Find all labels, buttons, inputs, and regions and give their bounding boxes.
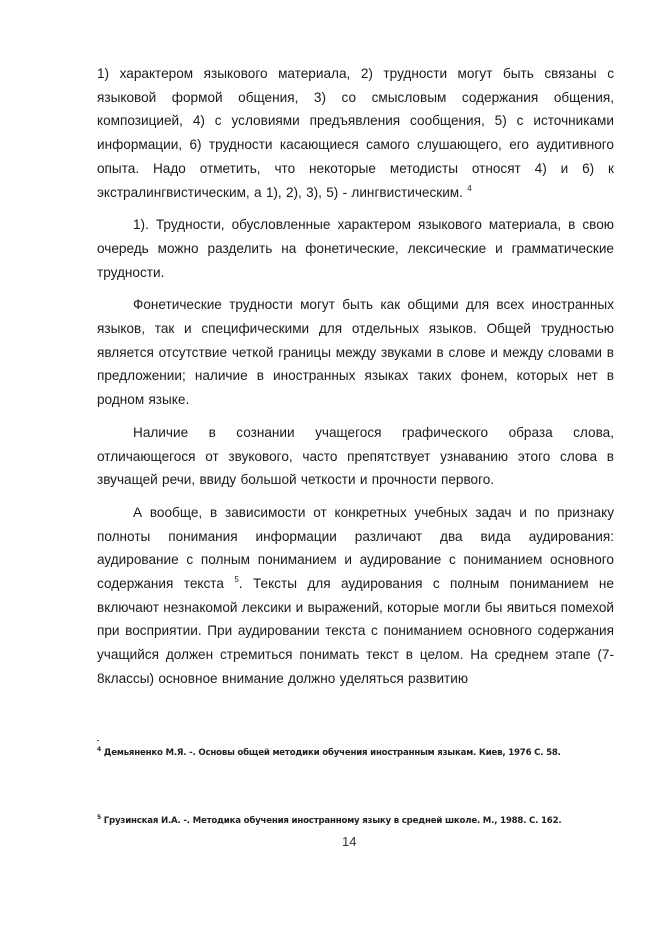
paragraph-1 — [97, 62, 614, 204]
paragraph-2 — [97, 213, 614, 284]
footnote-separator — [97, 740, 99, 741]
document-body — [97, 62, 614, 691]
paragraph-4 — [97, 421, 614, 492]
footnote-5-number: 5 — [97, 814, 101, 821]
paragraph-5-text-after: . Тексты для аудирования с полным пониманием не включают незнакомой лексики и выражений, которые могли бы явиться помехой при восприятии. При аудировании текста с пониманием основного содержания учащийся должен стремиться понимать текст в целом. На среднем этапе (7-8классы) основное внимание должно уделяться развитию — [97, 576, 614, 686]
paragraph-3 — [97, 293, 614, 412]
page-number: 14 — [342, 834, 357, 849]
footnote-4-text: Демьяненко М.Я. -. Основы общей методики обучения иностранным языкам. Киев, 1976 С. 58. — [103, 748, 561, 758]
footnote-5-text: Грузинская И.А. -. Методика обучения иностранному языку в средней школе. М., 1988. С. 162. — [103, 816, 562, 826]
paragraph-2-text: 1). Трудности, обусловленные характером языкового материала, в свою очередь можно разделить на фонетические, лексические и грамматические трудности. — [97, 217, 614, 280]
footnote-ref-5[interactable]: 5 — [234, 575, 239, 585]
footnote-4-number: 4 — [97, 746, 101, 753]
paragraph-4-text: Наличие в сознании учащегося графического образа слова, отличающегося от звукового, часто препятствует узнаванию этого слова в звучащей речи, ввиду большой четкости и прочности первого. — [97, 424, 614, 488]
paragraph-3-text: Фонетические трудности могут быть как общими для всех иностранных языков, так и специфическими для отдельных языков. Общей трудностью является отсутствие четкой границы между звуками в слове и между словами в предложении; наличие в иностранных языках таких фонем, которых нет в родном языке. — [97, 297, 614, 408]
footnote-4 — [97, 748, 561, 758]
paragraph-1-text: 1) характером языкового материала, 2) трудности могут быть связаны с языковой формой общения, 3) со смысловым содержания общения, композицией, 4) с условиями предъявления сообщения, 5) с источниками информации, 6) трудности касающиеся самого слушающего, его аудитивного опыта. Надо отметить, что некоторые методисты относят 4) и 6) к экстралингвистическим, а 1), 2), 3), 5) - лингвистическим. — [97, 66, 614, 200]
footnote-5 — [97, 816, 561, 826]
paragraph-5 — [97, 501, 614, 691]
paragraph-5-text-before: А вообще, в зависимости от конкретных учебных задач и по признаку полноты понимания информации различают два вида аудирования: аудирование с полным пониманием и аудирование с пониманием основного содержания текста — [97, 504, 614, 592]
footnote-ref-4[interactable]: 4 — [467, 183, 472, 193]
